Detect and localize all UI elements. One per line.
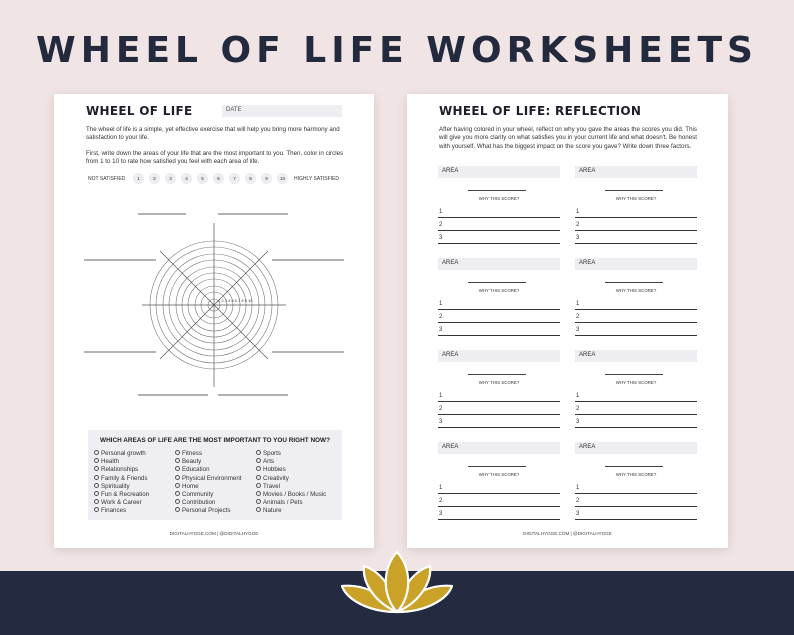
wheel-scale-numbers: 1 2 3 4 5 6 7 8 9 10: [218, 298, 253, 303]
area-field[interactable]: AREA: [438, 350, 560, 362]
checkbox-icon[interactable]: [256, 475, 261, 480]
reflection-block: [438, 350, 560, 434]
area-field[interactable]: AREA: [438, 166, 560, 178]
factor-line[interactable]: 3: [575, 326, 697, 336]
area-option[interactable]: Fitness: [175, 450, 242, 458]
checkbox-icon[interactable]: [256, 483, 261, 488]
checkbox-icon[interactable]: [94, 466, 99, 471]
factor-line[interactable]: 2: [575, 405, 697, 415]
reflection-block: [575, 166, 697, 250]
reflection-block: [438, 442, 560, 526]
checkbox-icon[interactable]: [256, 466, 261, 471]
areas-question: WHICH AREAS OF LIFE ARE THE MOST IMPORTANT TO YOU RIGHT NOW?: [100, 437, 330, 444]
rating-circle-2[interactable]: 2: [149, 173, 160, 184]
area-option[interactable]: Family & Friends: [94, 475, 149, 483]
checkbox-icon[interactable]: [94, 483, 99, 488]
checkbox-icon[interactable]: [175, 499, 180, 504]
score-line[interactable]: [468, 466, 526, 467]
why-label: WHY THIS SCORE?: [615, 288, 657, 293]
factor-line[interactable]: 1: [575, 208, 697, 218]
area-option[interactable]: Travel: [256, 483, 326, 491]
worksheet-title: WHEEL OF LIFE: [86, 104, 193, 118]
areas-of-life-box: [88, 430, 342, 520]
why-label: WHY THIS SCORE?: [478, 196, 520, 201]
factor-line[interactable]: 1: [575, 392, 697, 402]
wheel-diagram: [54, 194, 374, 404]
score-line[interactable]: [468, 374, 526, 375]
area-option[interactable]: Fun & Recreation: [94, 491, 149, 499]
factor-line[interactable]: 3: [438, 234, 560, 244]
factor-line[interactable]: 3: [575, 510, 697, 520]
score-line[interactable]: [605, 190, 663, 191]
score-line[interactable]: [468, 282, 526, 283]
rating-circle-8[interactable]: 8: [245, 173, 256, 184]
left-sheet-footer: DIGITALHYGGE.COM | @DIGITALHYGGE: [169, 531, 259, 536]
why-label: WHY THIS SCORE?: [478, 288, 520, 293]
area-option[interactable]: Education: [175, 466, 242, 474]
checkbox-icon[interactable]: [256, 450, 261, 455]
area-field[interactable]: AREA: [575, 258, 697, 270]
area-option[interactable]: Sports: [256, 450, 326, 458]
checkbox-icon[interactable]: [256, 507, 261, 512]
why-label: WHY THIS SCORE?: [615, 380, 657, 385]
reflection-worksheet: [407, 94, 728, 548]
area-option[interactable]: Beauty: [175, 458, 242, 466]
checkbox-icon[interactable]: [94, 458, 99, 463]
lotus-logo-icon: [340, 548, 454, 620]
checkbox-icon[interactable]: [175, 475, 180, 480]
area-field[interactable]: AREA: [575, 442, 697, 454]
reflection-block: [575, 258, 697, 342]
area-option[interactable]: Creativity: [256, 475, 326, 483]
factor-line[interactable]: 3: [575, 418, 697, 428]
checkbox-icon[interactable]: [94, 450, 99, 455]
area-field[interactable]: AREA: [438, 258, 560, 270]
area-option[interactable]: Nature: [256, 507, 326, 515]
factor-line[interactable]: 3: [438, 510, 560, 520]
checkbox-icon[interactable]: [94, 507, 99, 512]
area-option[interactable]: Animals / Pets: [256, 499, 326, 507]
factor-line[interactable]: 2: [575, 313, 697, 323]
area-option[interactable]: Movies / Books / Music: [256, 491, 326, 499]
reflection-block: [575, 442, 697, 526]
factor-line[interactable]: 1: [575, 300, 697, 310]
checkbox-icon[interactable]: [256, 499, 261, 504]
highly-satisfied-label: HIGHLY SATISFIED: [294, 176, 340, 182]
factor-line[interactable]: 2: [438, 221, 560, 231]
area-field[interactable]: AREA: [575, 166, 697, 178]
intro-paragraph-1: The wheel of life is a simple, yet effective exercise that will help you bring more harmony and satisfaction to your life.: [86, 126, 340, 142]
rating-circle-9[interactable]: 9: [261, 173, 272, 184]
factor-line[interactable]: 1: [438, 300, 560, 310]
factor-line[interactable]: 2: [438, 405, 560, 415]
area-option[interactable]: Home: [175, 483, 242, 491]
rating-circle-6[interactable]: 6: [213, 173, 224, 184]
reflection-intro: After having colored in your wheel, reflect on why you gave the areas the scores you did. This will give you more clarity on what satisfies you in your current life and what doesn't. Be honest with yourself. What has the biggest impact on the score you gave? Write down three factors.: [439, 126, 697, 150]
score-line[interactable]: [605, 466, 663, 467]
score-line[interactable]: [605, 374, 663, 375]
reflection-block: [438, 258, 560, 342]
why-label: WHY THIS SCORE?: [478, 472, 520, 477]
right-sheet-footer: DIGITALHYGGE.COM | @DIGITALHYGGE: [523, 531, 612, 536]
wheel-spokes: [142, 223, 286, 387]
area-option[interactable]: Health: [94, 458, 149, 466]
checkbox-icon[interactable]: [175, 450, 180, 455]
why-label: WHY THIS SCORE?: [615, 196, 657, 201]
not-satisfied-label: NOT SATISFIED: [88, 176, 126, 182]
factor-line[interactable]: 3: [438, 326, 560, 336]
rating-circle-7[interactable]: 7: [229, 173, 240, 184]
checkbox-icon[interactable]: [175, 466, 180, 471]
checkbox-icon[interactable]: [175, 491, 180, 496]
checkbox-icon[interactable]: [256, 458, 261, 463]
area-option[interactable]: Personal growth: [94, 450, 149, 458]
area-option[interactable]: Hobbies: [256, 466, 326, 474]
factor-line[interactable]: 2: [438, 313, 560, 323]
area-option[interactable]: Work & Career: [94, 499, 149, 507]
area-option[interactable]: Spirituality: [94, 483, 149, 491]
checkbox-icon[interactable]: [94, 475, 99, 480]
checkbox-icon[interactable]: [94, 499, 99, 504]
rating-circle-5[interactable]: 5: [197, 173, 208, 184]
area-option[interactable]: Personal Projects: [175, 507, 242, 515]
rating-circle-4[interactable]: 4: [181, 173, 192, 184]
checkbox-icon[interactable]: [175, 458, 180, 463]
factor-line[interactable]: 1: [438, 208, 560, 218]
banner-title: WHEEL OF LIFE WORKSHEETS: [36, 30, 758, 71]
factor-line[interactable]: 1: [438, 392, 560, 402]
area-field[interactable]: AREA: [575, 350, 697, 362]
area-field[interactable]: AREA: [438, 442, 560, 454]
rating-circle-1[interactable]: 1: [133, 173, 144, 184]
area-option[interactable]: Arts: [256, 458, 326, 466]
areas-column-1: [94, 450, 149, 516]
factor-line[interactable]: 1: [438, 484, 560, 494]
date-label: DATE: [226, 107, 242, 113]
factor-line[interactable]: 2: [575, 497, 697, 507]
why-label: WHY THIS SCORE?: [615, 472, 657, 477]
intro-paragraph-2: First, write down the areas of your life that are the most important to you. Then, color in circles from 1 to 10 to rate how satisfied you feel with each area of life.: [86, 150, 344, 166]
score-line[interactable]: [468, 190, 526, 191]
factor-line[interactable]: 1: [575, 484, 697, 494]
date-field[interactable]: [222, 105, 342, 117]
factor-line[interactable]: 3: [438, 418, 560, 428]
checkbox-icon[interactable]: [256, 491, 261, 496]
factor-line[interactable]: 3: [575, 234, 697, 244]
rating-circle-3[interactable]: 3: [165, 173, 176, 184]
areas-column-3: [256, 450, 326, 516]
area-option[interactable]: Relationships: [94, 466, 149, 474]
why-label: WHY THIS SCORE?: [478, 380, 520, 385]
wheel-of-life-worksheet: [54, 94, 374, 548]
factor-line[interactable]: 2: [438, 497, 560, 507]
areas-column-2: [175, 450, 242, 516]
reflection-title: WHEEL OF LIFE: REFLECTION: [439, 104, 642, 118]
checkbox-icon[interactable]: [94, 491, 99, 496]
area-option[interactable]: Physical Environment: [175, 475, 242, 483]
checkbox-icon[interactable]: [175, 483, 180, 488]
reflection-block: [438, 166, 560, 250]
area-option[interactable]: Finances: [94, 507, 149, 515]
factor-line[interactable]: 2: [575, 221, 697, 231]
reflection-block: [575, 350, 697, 434]
rating-scale: [88, 173, 346, 185]
checkbox-icon[interactable]: [175, 507, 180, 512]
area-option[interactable]: Contribution: [175, 499, 242, 507]
score-line[interactable]: [605, 282, 663, 283]
rating-circle-10[interactable]: 10: [277, 173, 288, 184]
area-option[interactable]: Community: [175, 491, 242, 499]
